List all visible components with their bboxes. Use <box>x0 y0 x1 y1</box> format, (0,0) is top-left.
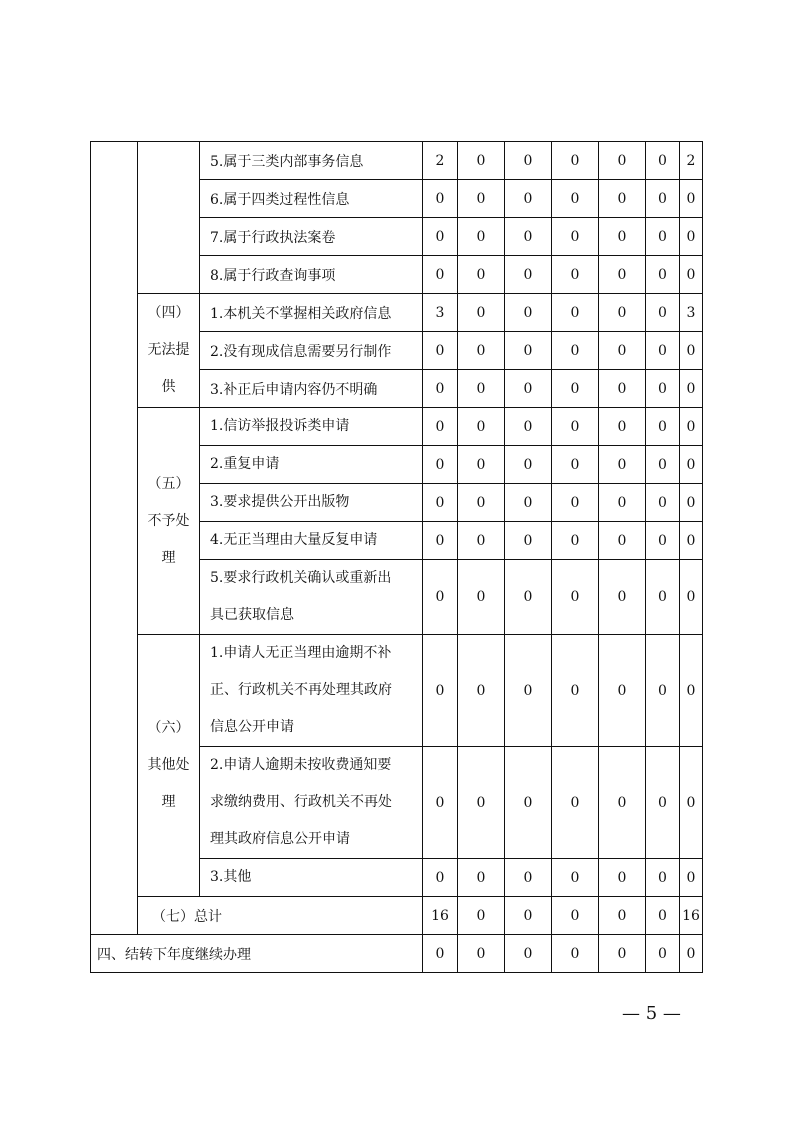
value-cell: 0 <box>505 142 552 180</box>
value-cell: 16 <box>423 897 458 935</box>
value-cell: 0 <box>599 484 646 522</box>
value-cell: 0 <box>680 370 703 408</box>
value-cell: 0 <box>505 256 552 294</box>
value-cell: 0 <box>458 180 505 218</box>
value-cell: 0 <box>423 484 458 522</box>
value-cell: 0 <box>423 635 458 747</box>
value-cell: 0 <box>646 484 680 522</box>
value-cell: 2 <box>423 142 458 180</box>
outer-category-cell <box>91 142 138 935</box>
carryover-row <box>91 935 703 973</box>
value-cell: 0 <box>646 370 680 408</box>
value-cell: 0 <box>552 560 599 635</box>
value-cell: 0 <box>599 747 646 859</box>
value-cell: 0 <box>552 256 599 294</box>
value-cell: 0 <box>599 332 646 370</box>
text-line: 2.申请人逾期未按收费通知要 <box>210 757 392 773</box>
value-cell: 0 <box>599 180 646 218</box>
value-cell: 0 <box>552 484 599 522</box>
value-cell: 0 <box>458 446 505 484</box>
value-cell: 0 <box>505 859 552 897</box>
value-cell: 0 <box>423 256 458 294</box>
value-cell: 0 <box>599 294 646 332</box>
text-line: （六） <box>147 720 190 736</box>
text-line: 2.重复申请 <box>210 456 280 472</box>
value-cell: 0 <box>646 142 680 180</box>
value-cell: 0 <box>552 142 599 180</box>
item-label: 3.补正后申请内容仍不明确 <box>200 370 423 408</box>
value-cell: 0 <box>646 408 680 446</box>
value-cell: 0 <box>505 747 552 859</box>
category-cell <box>138 408 200 635</box>
value-cell: 0 <box>423 560 458 635</box>
category-cell-continued <box>138 142 200 294</box>
value-cell: 0 <box>599 935 646 973</box>
value-cell: 0 <box>646 522 680 560</box>
text-line: 理 <box>161 794 176 810</box>
value-cell: 0 <box>505 897 552 935</box>
value-cell: 0 <box>680 859 703 897</box>
value-cell: 0 <box>552 370 599 408</box>
value-cell: 0 <box>680 218 703 256</box>
item-label <box>200 859 423 897</box>
value-cell: 0 <box>552 859 599 897</box>
value-cell: 0 <box>552 446 599 484</box>
value-cell: 0 <box>458 332 505 370</box>
value-cell: 0 <box>646 180 680 218</box>
item-label <box>200 522 423 560</box>
text-line: 4.无正当理由大量反复申请 <box>210 532 378 548</box>
value-cell: 0 <box>505 446 552 484</box>
value-cell: 0 <box>646 560 680 635</box>
carryover-label: 四、结转下年度继续办理 <box>91 935 423 973</box>
value-cell: 0 <box>599 218 646 256</box>
text-line: 3.其他 <box>210 869 252 885</box>
item-label: 8.属于行政查询事项 <box>200 256 423 294</box>
value-cell: 0 <box>599 370 646 408</box>
text-line: 求缴纳费用、行政机关不再处 <box>210 794 392 810</box>
value-cell: 0 <box>680 408 703 446</box>
item-label <box>200 408 423 446</box>
value-cell: 0 <box>458 408 505 446</box>
value-cell: 0 <box>505 180 552 218</box>
category-cell <box>138 294 200 408</box>
value-cell: 16 <box>680 897 703 935</box>
value-cell: 0 <box>552 522 599 560</box>
value-cell: 0 <box>646 294 680 332</box>
value-cell: 0 <box>599 859 646 897</box>
value-cell: 0 <box>458 522 505 560</box>
value-cell: 0 <box>423 747 458 859</box>
value-cell: 0 <box>552 218 599 256</box>
value-cell: 0 <box>458 142 505 180</box>
text-line: 正、行政机关不再处理其政府 <box>210 682 392 698</box>
value-cell: 0 <box>599 256 646 294</box>
value-cell: 0 <box>646 218 680 256</box>
value-cell: 0 <box>646 935 680 973</box>
item-label <box>200 747 423 859</box>
value-cell: 0 <box>680 747 703 859</box>
item-label: 7.属于行政执法案卷 <box>200 218 423 256</box>
value-cell: 0 <box>680 635 703 747</box>
value-cell: 0 <box>423 370 458 408</box>
value-cell: 0 <box>552 180 599 218</box>
value-cell: 0 <box>599 446 646 484</box>
item-label <box>200 446 423 484</box>
value-cell: 0 <box>423 446 458 484</box>
value-cell: 0 <box>680 484 703 522</box>
value-cell: 0 <box>599 635 646 747</box>
value-cell: 0 <box>505 484 552 522</box>
text-line: （五） <box>147 475 190 492</box>
table-row <box>91 635 703 747</box>
value-cell: 0 <box>458 935 505 973</box>
value-cell: 0 <box>646 897 680 935</box>
value-cell: 0 <box>458 294 505 332</box>
value-cell: 3 <box>423 294 458 332</box>
text-line: 理其政府信息公开申请 <box>210 831 350 847</box>
value-cell: 0 <box>458 560 505 635</box>
value-cell: 0 <box>458 635 505 747</box>
value-cell: 0 <box>505 294 552 332</box>
value-cell: 0 <box>458 859 505 897</box>
value-cell: 0 <box>552 935 599 973</box>
text-line: 1.信访举报投诉类申请 <box>210 418 350 434</box>
value-cell: 0 <box>599 560 646 635</box>
value-cell: 0 <box>646 332 680 370</box>
value-cell: 0 <box>423 935 458 973</box>
value-cell: 0 <box>458 484 505 522</box>
text-line: 3.要求提供公开出版物 <box>210 494 350 510</box>
value-cell: 0 <box>423 332 458 370</box>
page-number: — 5 — <box>622 1003 681 1024</box>
value-cell: 3 <box>680 294 703 332</box>
value-cell: 0 <box>505 935 552 973</box>
value-cell: 0 <box>599 142 646 180</box>
item-label <box>200 484 423 522</box>
value-cell: 0 <box>680 180 703 218</box>
value-cell: 0 <box>552 747 599 859</box>
value-cell: 0 <box>646 446 680 484</box>
value-cell: 0 <box>599 408 646 446</box>
table-row <box>91 142 703 180</box>
text-line: 无法提 <box>147 342 190 358</box>
total-row <box>91 897 703 935</box>
value-cell: 0 <box>599 522 646 560</box>
value-cell: 0 <box>423 180 458 218</box>
value-cell: 0 <box>646 635 680 747</box>
value-cell: 0 <box>505 560 552 635</box>
value-cell: 2 <box>680 142 703 180</box>
value-cell: 0 <box>423 522 458 560</box>
statistics-table <box>90 141 703 973</box>
text-line: 信息公开申请 <box>210 719 294 735</box>
value-cell: 0 <box>646 747 680 859</box>
value-cell: 0 <box>505 332 552 370</box>
value-cell: 0 <box>680 332 703 370</box>
value-cell: 0 <box>505 635 552 747</box>
value-cell: 0 <box>423 218 458 256</box>
value-cell: 0 <box>680 522 703 560</box>
item-label <box>200 635 423 747</box>
text-line: 5.要求行政机关确认或重新出 <box>210 570 392 586</box>
value-cell: 0 <box>552 635 599 747</box>
value-cell: 0 <box>505 370 552 408</box>
text-line: 具已获取信息 <box>210 607 294 623</box>
value-cell: 0 <box>505 408 552 446</box>
category-cell <box>138 635 200 897</box>
value-cell: 0 <box>552 294 599 332</box>
value-cell: 0 <box>680 560 703 635</box>
text-line: 其他处 <box>147 757 190 773</box>
value-cell: 0 <box>552 897 599 935</box>
item-label: 2.没有现成信息需要另行制作 <box>200 332 423 370</box>
text-line: 供 <box>161 379 176 395</box>
text-line: 不予处 <box>147 512 190 529</box>
value-cell: 0 <box>458 218 505 256</box>
text-line: 1.申请人无正当理由逾期不补 <box>210 645 392 661</box>
table-row <box>91 294 703 332</box>
value-cell: 0 <box>505 522 552 560</box>
value-cell: 0 <box>552 332 599 370</box>
value-cell: 0 <box>423 859 458 897</box>
item-label: 5.属于三类内部事务信息 <box>200 142 423 180</box>
value-cell: 0 <box>458 370 505 408</box>
item-label: 6.属于四类过程性信息 <box>200 180 423 218</box>
total-label: （七）总计 <box>138 897 423 935</box>
value-cell: 0 <box>505 218 552 256</box>
value-cell: 0 <box>458 747 505 859</box>
value-cell: 0 <box>646 256 680 294</box>
item-label: 1.本机关不掌握相关政府信息 <box>200 294 423 332</box>
value-cell: 0 <box>458 256 505 294</box>
text-line: （四） <box>147 305 190 321</box>
value-cell: 0 <box>599 897 646 935</box>
item-label <box>200 560 423 635</box>
table-row <box>91 408 703 446</box>
value-cell: 0 <box>680 256 703 294</box>
value-cell: 0 <box>458 897 505 935</box>
text-line: 理 <box>161 549 176 566</box>
value-cell: 0 <box>423 408 458 446</box>
value-cell: 0 <box>680 446 703 484</box>
value-cell: 0 <box>552 408 599 446</box>
value-cell: 0 <box>646 859 680 897</box>
value-cell: 0 <box>680 935 703 973</box>
